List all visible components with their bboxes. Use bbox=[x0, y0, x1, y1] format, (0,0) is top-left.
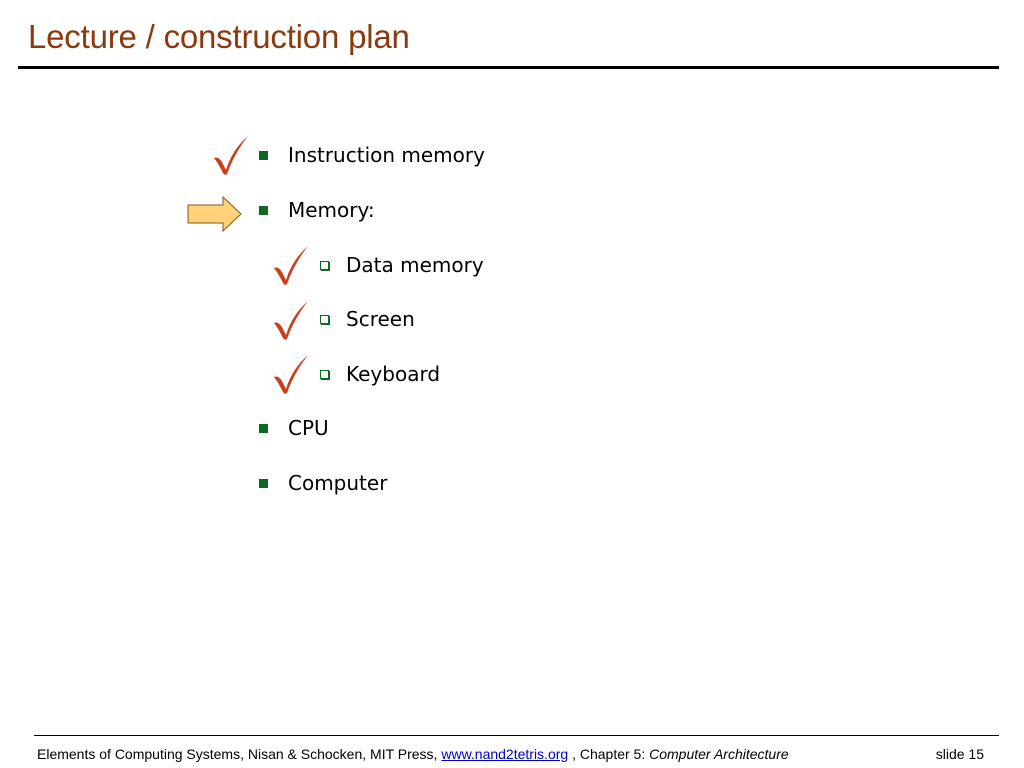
list-item bbox=[320, 307, 415, 331]
list-item bbox=[259, 416, 329, 440]
hollow-square-bullet-icon bbox=[320, 370, 329, 379]
list-item-label: CPU bbox=[288, 416, 329, 440]
list-item-label: Memory: bbox=[288, 198, 375, 222]
hollow-square-bullet-icon bbox=[320, 261, 329, 270]
list-item bbox=[320, 362, 440, 386]
list-item-label: Screen bbox=[346, 307, 415, 331]
footer-divider bbox=[34, 735, 999, 736]
list-item-label: Data memory bbox=[346, 253, 484, 277]
slide-title: Lecture / construction plan bbox=[28, 18, 410, 55]
checkmark-icon bbox=[270, 297, 310, 341]
list-item-label: Computer bbox=[288, 471, 388, 495]
square-bullet-icon bbox=[259, 206, 268, 215]
list-item-label: Instruction memory bbox=[288, 143, 485, 167]
square-bullet-icon bbox=[259, 424, 268, 433]
footer-prefix: Elements of Computing Systems, Nisan & Schocken, MIT Press, bbox=[37, 746, 438, 762]
right-arrow-icon bbox=[187, 196, 243, 232]
checkmark-icon bbox=[270, 351, 310, 395]
list-item bbox=[259, 143, 485, 167]
square-bullet-icon bbox=[259, 479, 268, 488]
slide-number: slide 15 bbox=[935, 746, 984, 762]
square-bullet-icon bbox=[259, 151, 268, 160]
footer-chapter-title: Computer Architecture bbox=[649, 746, 789, 762]
title-divider bbox=[18, 66, 999, 69]
list-item bbox=[259, 471, 387, 495]
checkmark-icon bbox=[270, 242, 310, 286]
checkmark-icon bbox=[210, 132, 250, 176]
list-item bbox=[320, 253, 484, 277]
list-item bbox=[259, 198, 375, 222]
hollow-square-bullet-icon bbox=[320, 315, 329, 324]
footer-citation bbox=[37, 746, 789, 762]
list-item-label: Keyboard bbox=[346, 362, 441, 386]
website-link[interactable]: www.nand2tetris.org bbox=[441, 746, 569, 762]
footer-chapter-prefix: , Chapter 5: bbox=[572, 746, 646, 762]
